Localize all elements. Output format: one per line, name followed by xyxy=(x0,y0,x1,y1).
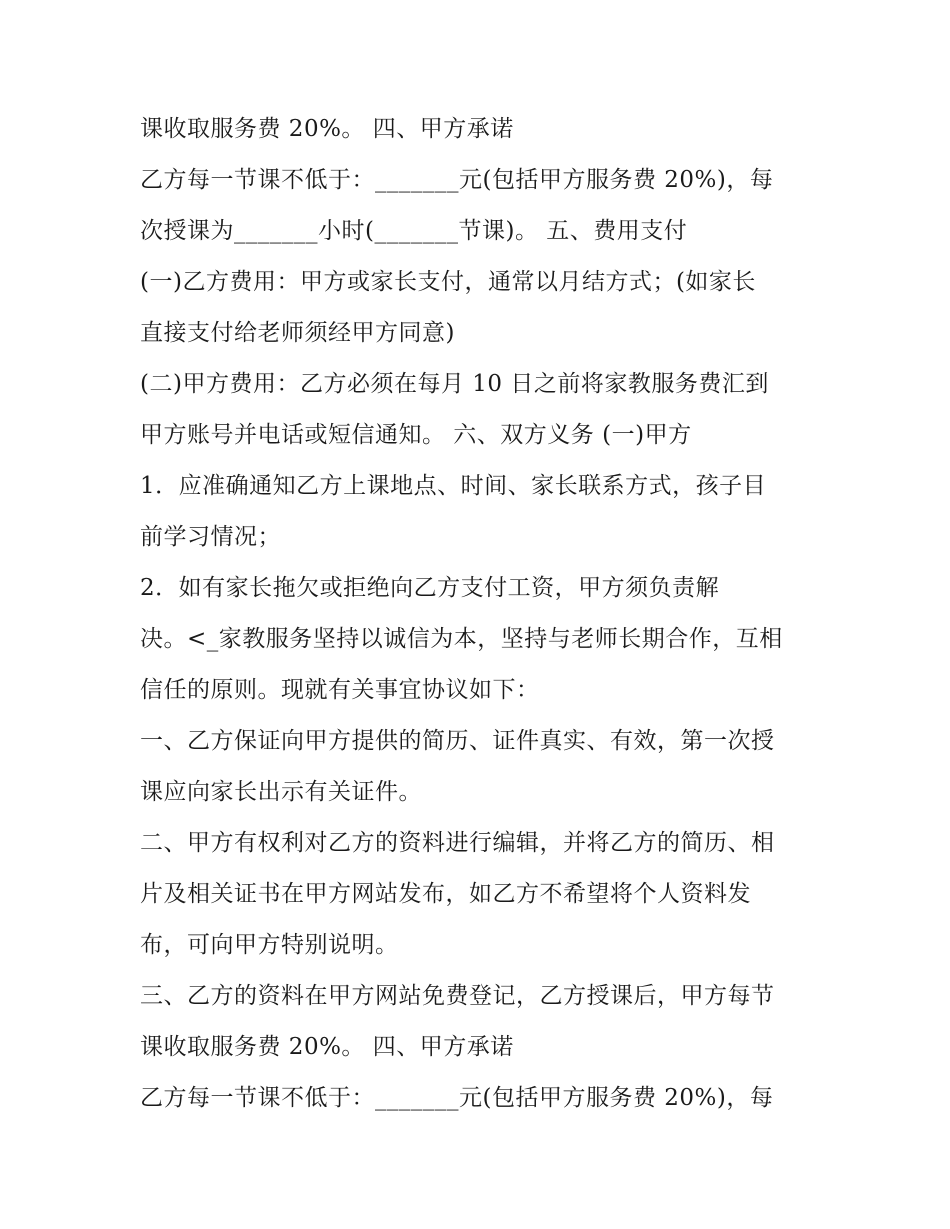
text-line: 一、乙方保证向甲方提供的简历、证件真实、有效，第一次授 xyxy=(140,728,775,754)
text-line: 直接支付给老师须经甲方同意) xyxy=(140,320,455,346)
text-line: 乙方每一节课不低于：_______元(包括甲方服务费 20%)，每 xyxy=(140,1085,774,1111)
text-line: 前学习情况； xyxy=(140,524,281,550)
text-line: 乙方每一节课不低于：_______元(包括甲方服务费 20%)，每 xyxy=(140,167,774,193)
text-line: 片及相关证书在甲方网站发布，如乙方不希望将个人资料发 xyxy=(140,881,751,907)
text-line: 次授课为_______小时(_______节课)。 五、费用支付 xyxy=(140,218,688,244)
text-line: 决。<_家教服务坚持以诚信为本，坚持与老师长期合作，互相 xyxy=(140,626,783,652)
text-line: 布，可向甲方特别说明。 xyxy=(140,932,399,958)
text-line: (一)乙方费用：甲方或家长支付，通常以月结方式；(如家长 xyxy=(140,269,756,295)
text-line: 三、乙方的资料在甲方网站免费登记，乙方授课后，甲方每节 xyxy=(140,983,775,1009)
text-line: 二、甲方有权利对乙方的资料进行编辑，并将乙方的简历、相 xyxy=(140,830,775,856)
text-line: 课收取服务费 20%。 四、甲方承诺 xyxy=(140,1034,514,1060)
text-line: 课应向家长出示有关证件。 xyxy=(140,779,422,805)
text-line: (二)甲方费用：乙方必须在每月 10 日之前将家教服务费汇到 xyxy=(140,371,769,397)
text-line: 课收取服务费 20%。 四、甲方承诺 xyxy=(140,116,514,142)
text-line: 1．应准确通知乙方上课地点、时间、家长联系方式，孩子目 xyxy=(140,473,767,499)
text-line: 2．如有家长拖欠或拒绝向乙方支付工资，甲方须负责解 xyxy=(140,575,720,601)
text-line: 信任的原则。现就有关事宜协议如下： xyxy=(140,677,540,703)
text-line: 甲方账号并电话或短信通知。 六、双方义务 (一)甲方 xyxy=(140,422,692,448)
